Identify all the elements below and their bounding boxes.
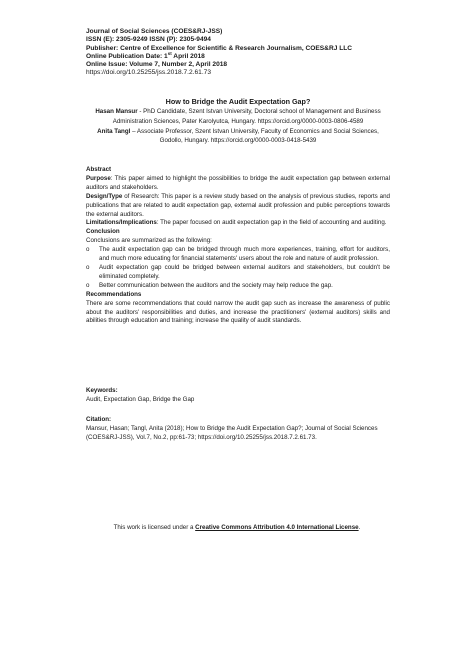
list-item bbox=[86, 282, 390, 291]
bullet-marker: o bbox=[86, 281, 90, 289]
purpose-text: : This paper aimed to highlight the possibilities to bridge the audit expectation gap between external auditors and stakeholders. bbox=[86, 174, 390, 191]
license-link[interactable]: Creative Commons Attribution 4.0 International License bbox=[195, 524, 359, 531]
conclusion-heading: Conclusion bbox=[86, 228, 120, 236]
abstract-heading: Abstract bbox=[86, 166, 112, 173]
pubdate-prefix: Online Publication Date: 1 bbox=[86, 52, 168, 60]
journal-header bbox=[86, 28, 416, 78]
citation-section bbox=[86, 416, 390, 443]
limitations-label: Limitations/Implications bbox=[86, 219, 157, 227]
pubdate-suffix: April 2018 bbox=[171, 52, 205, 60]
issue-line: Online Issue: Volume 7, Number 2, April 2018 bbox=[86, 61, 228, 69]
author-2-affiliation: – Associate Professor, Szent Istvan University, Faculty of Economics and Social Sciences, Godollo, Hungary. https://orcid.org/0000-0003-0418-5439 bbox=[130, 127, 379, 145]
conclusion-intro: Conclusions are summarized as the following: bbox=[86, 237, 212, 245]
design-paragraph bbox=[86, 193, 390, 220]
list-item bbox=[86, 246, 390, 264]
author-1 bbox=[86, 107, 390, 127]
paper-title: How to Bridge the Audit Expectation Gap? bbox=[165, 97, 311, 106]
license-suffix: . bbox=[358, 524, 361, 531]
list-item bbox=[86, 264, 390, 282]
design-label: Design/Type bbox=[86, 192, 123, 200]
keywords-text: Audit, Expectation Gap, Bridge the Gap bbox=[86, 395, 195, 403]
author-1-affiliation: - PhD Candidate, Szent Istvan University, Doctoral school of Management and Business Administration Sciences, Pater Karolyutca, Hungary. https://orcid.org/0000-0003-0806-4589 bbox=[112, 108, 381, 125]
bullet-text: Better communication between the auditors and the society may help reduce the gap. bbox=[99, 281, 333, 289]
purpose-paragraph bbox=[86, 175, 390, 193]
license-prefix: This work is licensed under a bbox=[113, 524, 196, 531]
author-1-name: Hasan Mansur bbox=[95, 108, 138, 115]
limitations-paragraph bbox=[86, 219, 390, 228]
bullet-marker: o bbox=[86, 246, 90, 254]
pubdate-sup: st bbox=[167, 50, 172, 56]
abstract-section bbox=[86, 166, 390, 326]
author-2 bbox=[86, 127, 390, 147]
license-notice bbox=[0, 524, 474, 531]
publisher-line: Publisher: Centre of Excellence for Scientific & Research Journalism, COES&RJ LLC bbox=[86, 44, 353, 52]
author-list bbox=[86, 107, 390, 146]
design-text: of Research: This paper is a review study based on the analysis of previous studies, reports and publications that are related to audit expectation gap, external audit profession and public perceptions towards the external auditors. bbox=[86, 192, 390, 218]
doi-link[interactable]: https://doi.org/10.25255/jss.2018.7.2.61.73 bbox=[86, 69, 212, 77]
bullet-marker: o bbox=[86, 263, 90, 271]
citation-heading: Citation: bbox=[86, 416, 112, 423]
recommendations-heading: Recommendations bbox=[86, 290, 142, 298]
journal-name: Journal of Social Sciences (COES&RJ-JSS) bbox=[86, 28, 223, 35]
author-2-name: Anita Tangl bbox=[97, 127, 131, 135]
limitations-text: : The paper focused on audit expectation gap in the field of accounting and auditing. bbox=[156, 219, 387, 227]
publication-date bbox=[86, 50, 416, 61]
recommendations-text: There are some recommendations that could narrow the audit gap such as increase the awareness of public about the auditors' responsibilities and duties, and increase the practitioners' (external auditors) skills and abilities through education and training; increase the quality of audit standards. bbox=[86, 299, 390, 325]
bullet-text: Audit expectation gap could be bridged between external auditors and stakeholders, but couldn't be eliminated completely. bbox=[99, 263, 390, 280]
bullet-text: The audit expectation gap can be bridged through much more experiences, training, effort for auditors, and much more educating for financial statements' users about the role and nature of audit profession. bbox=[99, 246, 390, 263]
keywords-section bbox=[86, 387, 390, 405]
citation-text: Mansur, Hasan; Tangl, Anita (2018); How to Bridge the Audit Expectation Gap?; Journal of Social Sciences (COES&RJ-JSS), Vol.7, No.2, pp:61-73; https://doi.org/10.25255/jss.2018.7.2.61.73. bbox=[86, 424, 378, 441]
issn-line: ISSN (E): 2305-9249 ISSN (P): 2305-9494 bbox=[86, 36, 211, 44]
purpose-label: Purpose bbox=[86, 174, 111, 182]
keywords-heading: Keywords: bbox=[86, 387, 118, 394]
